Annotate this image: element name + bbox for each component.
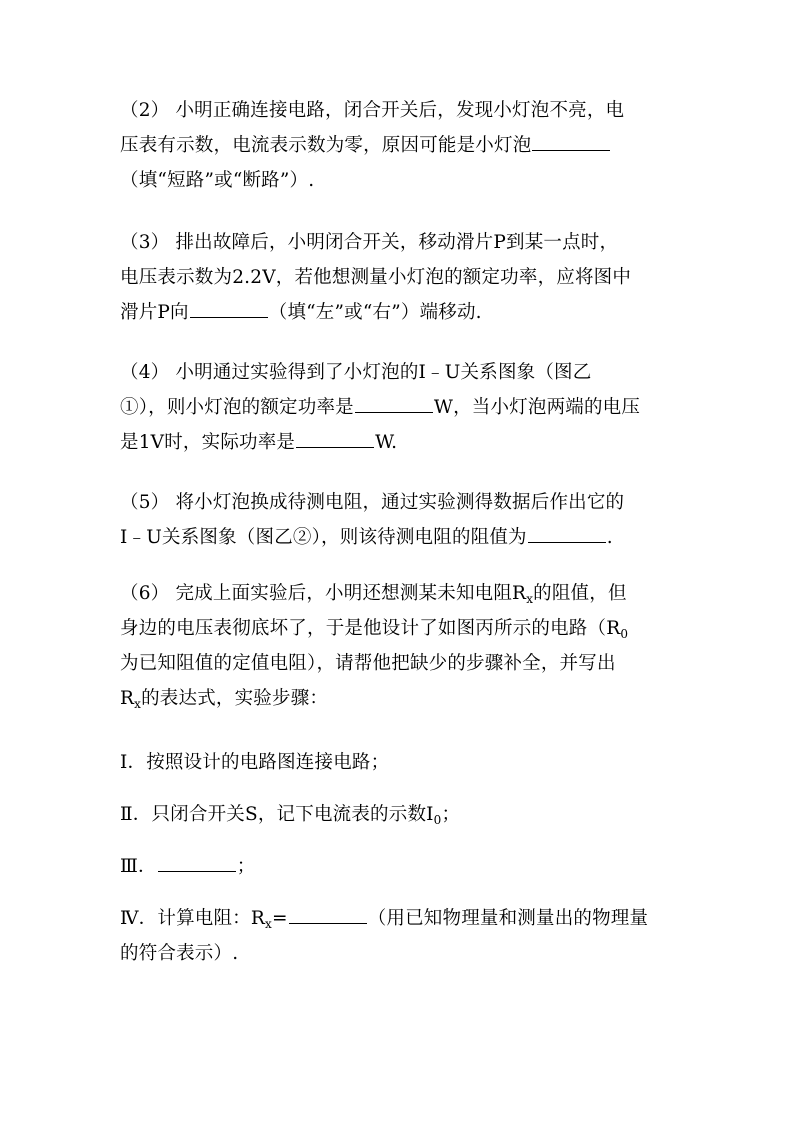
q2-line-2 bbox=[120, 128, 680, 163]
step-4-line-1 bbox=[120, 901, 680, 936]
q3-line-3-text-b: （填“左”或“右”）端移动. bbox=[268, 302, 482, 323]
q6-line-1 bbox=[120, 576, 680, 611]
q6-line-3: 为已知阻值的定值电阻），请帮他把缺少的步骤补全，并写出 bbox=[120, 653, 616, 674]
step-4-text-a: Ⅳ．计算电阻：R bbox=[120, 908, 266, 929]
step-4-text-c: （用已知物理量和测量出的物理量 bbox=[367, 908, 649, 929]
q3-line-2: 电压表示数为2.2V，若他想测量小灯泡的额定功率，应将图中 bbox=[120, 267, 632, 288]
q5-line-2 bbox=[120, 520, 680, 555]
q3-line-1: （3） 排出故障后，小明闭合开关，移动滑片P到某一点时， bbox=[120, 232, 619, 253]
answer-blank-step-4[interactable] bbox=[289, 905, 367, 924]
step-2-line bbox=[120, 797, 680, 832]
step-1 bbox=[120, 745, 680, 780]
subscript-0: 0 bbox=[620, 627, 629, 641]
step-3-text-a: Ⅲ． bbox=[120, 856, 157, 877]
step-2 bbox=[120, 797, 680, 832]
q4-line-3-text-b: W. bbox=[375, 432, 398, 453]
q2-line-2-text: 压表有示数，电流表示数为零，原因可能是小灯泡 bbox=[120, 135, 532, 156]
step-4 bbox=[120, 901, 680, 971]
step-4-text-b: = bbox=[271, 908, 288, 929]
question-4 bbox=[120, 355, 680, 460]
subscript-x: x bbox=[526, 592, 534, 606]
q4-line-2 bbox=[120, 390, 680, 425]
step-3 bbox=[120, 849, 680, 884]
q4-line-2-text-a: ①），则小灯泡的额定功率是 bbox=[120, 397, 354, 418]
step-3-line bbox=[120, 849, 680, 884]
question-2 bbox=[120, 93, 680, 198]
q3-line-3-text-a: 滑片P向 bbox=[120, 302, 189, 323]
answer-blank-q5[interactable] bbox=[528, 524, 606, 543]
q6-line-4-text-a: R bbox=[120, 688, 135, 709]
q6-line-4 bbox=[120, 681, 680, 716]
q4-line-3-text-a: 是1V时，实际功率是 bbox=[120, 432, 296, 453]
q5-line-1: （5） 将小灯泡换成待测电阻，通过实验测得数据后作出它的 bbox=[120, 492, 625, 513]
answer-blank-q4-actual-power[interactable] bbox=[296, 429, 374, 448]
subscript-x: x bbox=[265, 917, 272, 931]
question-6 bbox=[120, 576, 680, 716]
q6-line-1-text-b: 的阻值，但 bbox=[533, 583, 627, 604]
question-3 bbox=[120, 225, 680, 330]
q6-line-1-text-a: （6） 完成上面实验后，小明还想测某未知电阻R bbox=[120, 583, 527, 604]
q4-line-1: （4） 小明通过实验得到了小灯泡的I﹣U关系图象（图乙 bbox=[120, 362, 592, 383]
q6-line-4-text-b: 的表达式，实验步骤： bbox=[141, 688, 329, 709]
q4-line-2-text-b: W，当小灯泡两端的电压 bbox=[433, 397, 641, 418]
answer-blank-step-3[interactable] bbox=[158, 853, 236, 872]
q3-line-3 bbox=[120, 295, 680, 330]
subscript-0: 0 bbox=[433, 813, 442, 827]
q5-line-2-text-b: . bbox=[606, 527, 613, 548]
q2-line-1: （2） 小明正确连接电路，闭合开关后，发现小灯泡不亮，电 bbox=[120, 100, 625, 121]
subscript-x: x bbox=[134, 697, 142, 711]
answer-blank-q3[interactable] bbox=[190, 299, 268, 318]
q6-line-2 bbox=[120, 611, 680, 646]
q2-line-3: （填“短路”或“断路”）. bbox=[120, 170, 315, 191]
step-2-text-a: Ⅱ．只闭合开关S，记下电流表的示数I bbox=[120, 804, 434, 825]
step-1-text: Ⅰ．按照设计的电路图连接电路； bbox=[120, 752, 390, 773]
q6-line-2-text: 身边的电压表彻底坏了，于是他设计了如图丙所示的电路（R bbox=[120, 618, 621, 639]
answer-blank-q4-power[interactable] bbox=[355, 394, 433, 413]
q5-line-2-text-a: I﹣U关系图象（图乙②），则该待测电阻的阻值为 bbox=[120, 527, 527, 548]
answer-blank-q2[interactable] bbox=[532, 132, 610, 151]
step-3-text-b: ； bbox=[236, 856, 256, 877]
step-4-line-2: 的符合表示）. bbox=[120, 943, 239, 964]
step-2-text-b: ； bbox=[441, 804, 461, 825]
question-5 bbox=[120, 485, 680, 555]
q4-line-3 bbox=[120, 425, 680, 460]
